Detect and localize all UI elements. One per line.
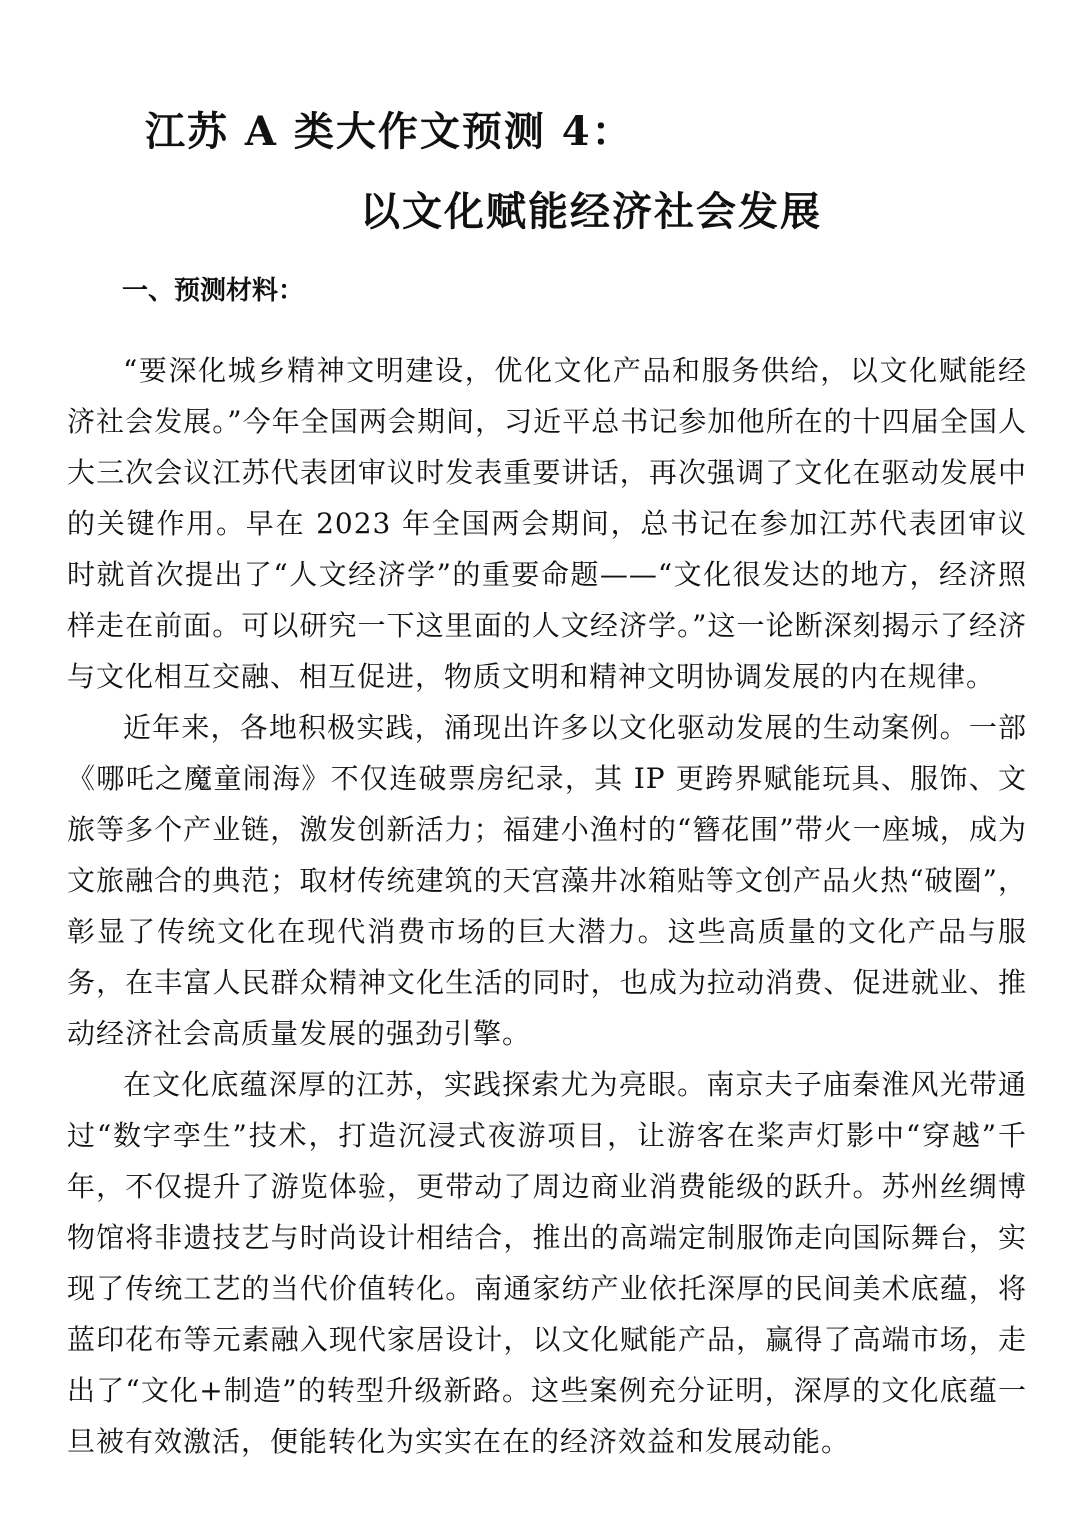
title-line-1: 江苏 A 类大作文预测 4：: [145, 108, 634, 155]
paragraph-2: 近年来，各地积极实践，涌现出许多以文化驱动发展的生动案例。一部《哪吒之魔童闹海》不仅连破票房纪录，其 IP 更跨界赋能玩具、服饰、文旅等多个产业链，激发创新活力；福建小渔村的“簪花围”带火一座城，成为文旅融合的典范；取材传统建筑的天宫藻井冰箱贴等文创产品火热“破圈”，彰显了传统文化在现代消费市场的巨大潜力。这些高质量的文化产品与服务，在丰富人民群众精神文化生活的同时，也成为拉动消费、促进就业、推动经济社会高质量发展的强劲引擎。: [67, 711, 1027, 1050]
section-heading: 一、预测材料：: [122, 276, 305, 306]
paragraph-1: “要深化城乡精神文明建设，优化文化产品和服务供给，以文化赋能经济社会发展。”今年全国两会期间，习近平总书记参加他所在的十四届全国人大三次会议江苏代表团审议时发表重要讲话，再次强调了文化在驱动发展中的关键作用。早在 2023 年全国两会期间，总书记在参加江苏代表团审议时就首次提出了“人文经济学”的重要命题——“文化很发达的地方，经济照样走在前面。可以研究一下这里面的人文经济学。”这一论断深刻揭示了经济与文化相互交融、相互促进，物质文明和精神文明协调发展的内在规律。: [67, 354, 1027, 693]
title-line-2: 以文化赋能经济社会发展: [360, 188, 822, 235]
body-text: [67, 345, 1027, 1467]
paragraph-3: 在文化底蕴深厚的江苏，实践探索尤为亮眼。南京夫子庙秦淮风光带通过“数字孪生”技术，打造沉浸式夜游项目，让游客在桨声灯影中“穿越”千年，不仅提升了游览体验，更带动了周边商业消费能级的跃升。苏州丝绸博物馆将非遗技艺与时尚设计相结合，推出的高端定制服饰走向国际舞台，实现了传统工艺的当代价值转化。南通家纺产业依托深厚的民间美术底蕴，将蓝印花布等元素融入现代家居设计，以文化赋能产品，赢得了高端市场，走出了“文化+制造”的转型升级新路。这些案例充分证明，深厚的文化底蕴一旦被有效激活，便能转化为实实在在的经济效益和发展动能。: [67, 1068, 1027, 1458]
